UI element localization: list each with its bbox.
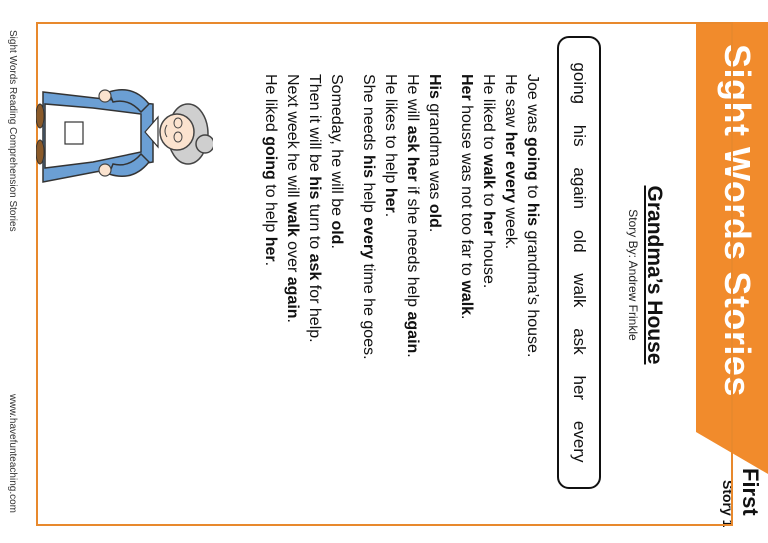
story-text-run: She needs: [360, 74, 377, 155]
story-line: [379, 74, 401, 474]
story-line: [521, 74, 543, 474]
story-text-run: .: [328, 244, 345, 249]
sight-word-highlight: His: [426, 74, 443, 99]
story-line: [303, 74, 325, 474]
sight-word: walk: [570, 273, 589, 308]
sight-word-highlight: her: [480, 210, 497, 236]
story-text-run: to: [480, 188, 497, 211]
story-line: [455, 74, 477, 474]
story-line: [281, 74, 303, 474]
story-line: [259, 74, 281, 474]
sight-word-highlight: her: [262, 236, 279, 262]
story-byline: Story By: Andrew Frinkle: [626, 209, 640, 341]
sight-word-highlight: her: [404, 156, 421, 182]
story-number: Story 1: [720, 480, 736, 528]
sight-word-highlight: every: [502, 161, 519, 203]
story-text-run: Someday, he will be: [328, 74, 345, 221]
sight-word-highlight: ask: [404, 125, 421, 153]
story-text-run: grandma’s house.: [524, 226, 541, 358]
story-text-run: .: [404, 353, 421, 358]
story-text-run: to: [524, 180, 541, 203]
story-line: [423, 74, 445, 474]
story-line: [477, 74, 499, 474]
sight-word: old: [570, 229, 589, 253]
sight-word-highlight: Her: [458, 74, 475, 101]
story-text-run: Joe was: [524, 74, 541, 138]
sight-word-highlight: again: [284, 276, 301, 319]
story-text-run: .: [458, 315, 475, 320]
story-text-run: .: [426, 227, 443, 233]
sight-word-highlight: his: [306, 176, 323, 200]
sight-word: her: [570, 375, 589, 401]
series-title: Sight Words Stories: [717, 44, 758, 397]
story-line: [357, 74, 379, 474]
story-text-run: He liked: [262, 74, 279, 137]
story-text-run: week.: [502, 202, 519, 250]
story-text-run: He will: [404, 74, 421, 126]
sight-word-highlight: going: [262, 136, 279, 180]
story-text-run: help: [360, 178, 377, 218]
sight-word-highlight: his: [360, 154, 377, 179]
sight-word-highlight: every: [360, 217, 377, 260]
story-text-run: if she needs help: [404, 181, 421, 312]
sight-word-highlight: ask: [306, 253, 323, 281]
sight-word: his: [570, 124, 589, 147]
sight-word-highlight: old: [426, 203, 443, 228]
story-text-run: house.: [480, 235, 497, 289]
sight-word-highlight: again: [404, 311, 421, 354]
story-text-run: He likes to help: [382, 74, 399, 188]
sight-word-highlight: walk: [284, 202, 301, 237]
story-text-run: .: [284, 318, 301, 323]
story-text-run: grandma was: [426, 98, 443, 204]
story-text-run: He saw: [502, 74, 519, 132]
story-text-run: time he goes.: [360, 259, 377, 360]
sight-word: every: [570, 420, 589, 463]
sight-word-highlight: going: [524, 137, 541, 181]
story-paragraph: [357, 74, 445, 474]
sight-word-highlight: his: [524, 202, 541, 227]
story-text: [249, 74, 543, 474]
grandma-illustration: [36, 22, 213, 222]
footer-left: Sight Words Reading Comprehension Stories: [7, 30, 18, 232]
sight-word-highlight: her: [382, 187, 399, 213]
story-text-run: to help: [262, 179, 279, 237]
story-paragraph: [455, 74, 543, 474]
level-label: First: [738, 468, 763, 516]
story-line: [499, 74, 521, 474]
story-text-run: .: [382, 212, 399, 218]
sight-word: going: [570, 62, 589, 105]
sight-word: again: [570, 167, 589, 210]
sight-word-highlight: walk: [458, 280, 475, 316]
footer-right: www.havefunteaching.com: [7, 394, 18, 513]
story-text-run: house was not too far to: [458, 100, 475, 281]
sight-word-highlight: walk: [480, 154, 497, 189]
story-text-run: for help.: [306, 280, 323, 343]
sight-word: ask: [570, 328, 589, 355]
story-line: [325, 74, 347, 474]
story-line: [401, 74, 423, 474]
story-text-run: .: [262, 261, 279, 267]
story-text-run: He liked to: [480, 74, 497, 155]
story-text-run: over: [284, 236, 301, 277]
sight-words-box: [557, 36, 601, 489]
story-text-run: Then it will be: [306, 74, 323, 177]
sight-word-highlight: her: [502, 131, 519, 157]
story-text-run: turn to: [306, 199, 323, 254]
story-text-run: Next week he will: [284, 74, 301, 203]
story-paragraph: [259, 74, 347, 474]
story-title: Grandma’s House: [643, 185, 666, 365]
sight-word-highlight: old: [328, 220, 345, 245]
